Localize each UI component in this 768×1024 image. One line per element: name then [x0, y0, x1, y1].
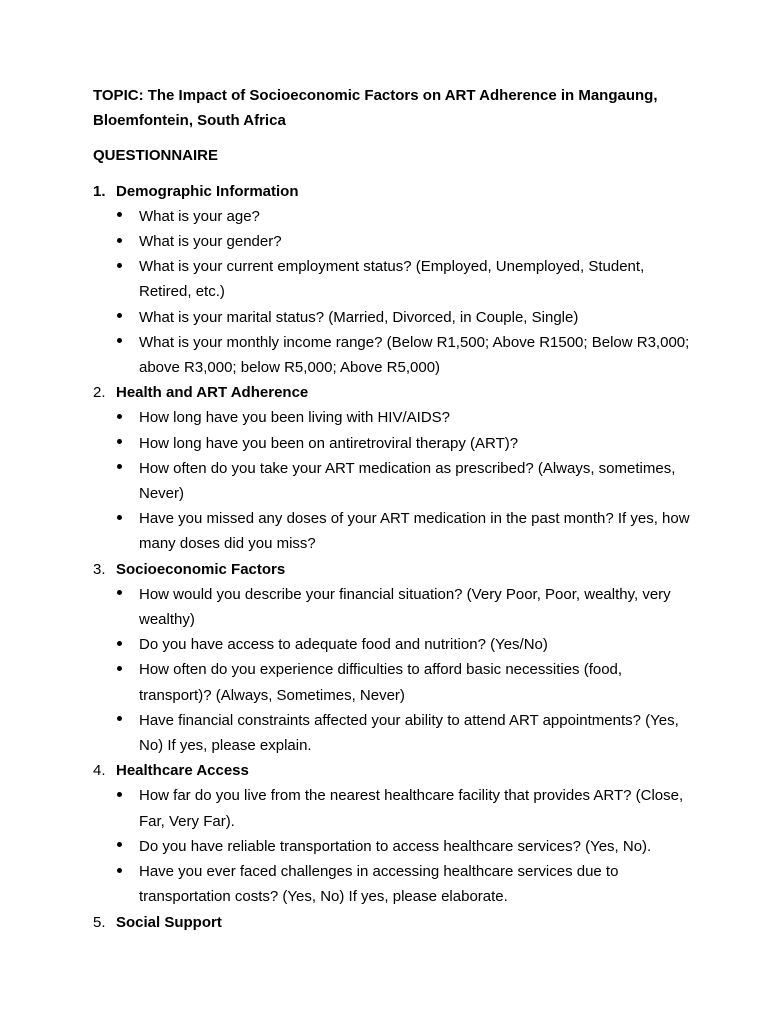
- bullet-icon: [93, 456, 139, 481]
- section-title: Demographic Information: [116, 182, 299, 200]
- question-list: [93, 204, 693, 380]
- bullet-icon: [93, 204, 139, 229]
- section-number: 4.: [93, 762, 106, 780]
- question-text: How long have you been living with HIV/AIDS?: [139, 409, 451, 427]
- section-heading: [93, 910, 693, 935]
- section-number: 3.: [93, 560, 106, 578]
- question-item: [93, 859, 693, 909]
- question-text: Have you ever faced challenges in accessing healthcare services due to transportation costs? (Yes, No) If yes, please elaborate.: [139, 863, 619, 906]
- section: [93, 179, 693, 381]
- sections-list: [93, 179, 693, 935]
- bullet-icon: [93, 582, 139, 607]
- question-item: [93, 632, 693, 657]
- question-item: [93, 506, 693, 556]
- question-text: Have financial constraints affected your ability to attend ART appointments? (Yes, No) If yes, please explain.: [139, 711, 679, 755]
- question-text: Do you have reliable transportation to access healthcare services? (Yes, No).: [139, 837, 652, 855]
- question-text: How would you describe your financial situation? (Very Poor, Poor, wealthy, very wealthy): [139, 585, 671, 629]
- question-item: [93, 229, 693, 254]
- bullet-icon: [93, 229, 139, 254]
- section-number: 5.: [93, 913, 106, 931]
- section: [93, 758, 693, 909]
- bullet-icon: [93, 859, 139, 884]
- question-item: [93, 657, 693, 707]
- question-item: [93, 834, 693, 859]
- section: [93, 910, 693, 935]
- section-heading: [93, 380, 693, 405]
- question-item: [93, 405, 693, 430]
- question-item: [93, 708, 693, 758]
- question-item: [93, 305, 693, 330]
- section-heading: [93, 758, 693, 783]
- question-item: [93, 456, 693, 506]
- section-title: Healthcare Access: [116, 762, 249, 780]
- document-body: [93, 83, 693, 935]
- question-item: [93, 431, 693, 456]
- question-text: What is your age?: [139, 207, 260, 225]
- question-item: [93, 783, 693, 833]
- question-text: Have you missed any doses of your ART medication in the past month? If yes, how many doses did you miss?: [139, 510, 690, 553]
- question-item: [93, 330, 693, 380]
- section-title: Social Support: [116, 913, 222, 931]
- bullet-icon: [93, 405, 139, 430]
- question-item: [93, 254, 693, 304]
- bullet-icon: [93, 431, 139, 456]
- question-text: How far do you live from the nearest healthcare facility that provides ART? (Close, Far, Very Far).: [139, 787, 684, 830]
- question-text: Do you have access to adequate food and nutrition? (Yes/No): [139, 636, 548, 654]
- section-title: Socioeconomic Factors: [116, 560, 286, 578]
- question-text: How often do you experience difficulties to afford basic necessities (food, transport)? (Always, Sometimes, Never): [139, 661, 623, 704]
- question-list: [93, 405, 693, 556]
- bullet-icon: [93, 305, 139, 330]
- question-item: [93, 204, 693, 229]
- question-text: What is your current employment status? (Employed, Unemployed, Student, Retired, etc.): [139, 258, 645, 301]
- bullet-icon: [93, 708, 139, 733]
- question-text: What is your monthly income range? (Below R1,500; Above R1500; Below R3,000; above R3,000; below R5,000; Above R5,000): [139, 333, 690, 377]
- section-heading: [93, 179, 693, 204]
- question-list: [93, 582, 693, 758]
- bullet-icon: [93, 330, 139, 355]
- questionnaire-title: QUESTIONNAIRE: [93, 147, 219, 165]
- bullet-icon: [93, 657, 139, 682]
- section-number: 2.: [93, 384, 106, 402]
- bullet-icon: [93, 783, 139, 808]
- question-text: What is your marital status? (Married, Divorced, in Couple, Single): [139, 308, 579, 326]
- section-heading: [93, 557, 693, 582]
- question-text: How long have you been on antiretroviral therapy (ART)?: [139, 434, 519, 452]
- section: [93, 380, 693, 556]
- bullet-icon: [93, 632, 139, 657]
- section-number: 1.: [93, 182, 106, 200]
- bullet-icon: [93, 254, 139, 279]
- question-text: How often do you take your ART medication as prescribed? (Always, sometimes, Never): [139, 459, 676, 503]
- topic-heading: TOPIC: The Impact of Socioeconomic Factors on ART Adherence in Mangaung, Bloemfontein, South Africa: [93, 87, 658, 130]
- section-title: Health and ART Adherence: [116, 384, 309, 402]
- bullet-icon: [93, 506, 139, 531]
- question-item: [93, 582, 693, 632]
- question-list: [93, 783, 693, 909]
- question-text: What is your gender?: [139, 233, 282, 251]
- bullet-icon: [93, 834, 139, 859]
- section: [93, 557, 693, 759]
